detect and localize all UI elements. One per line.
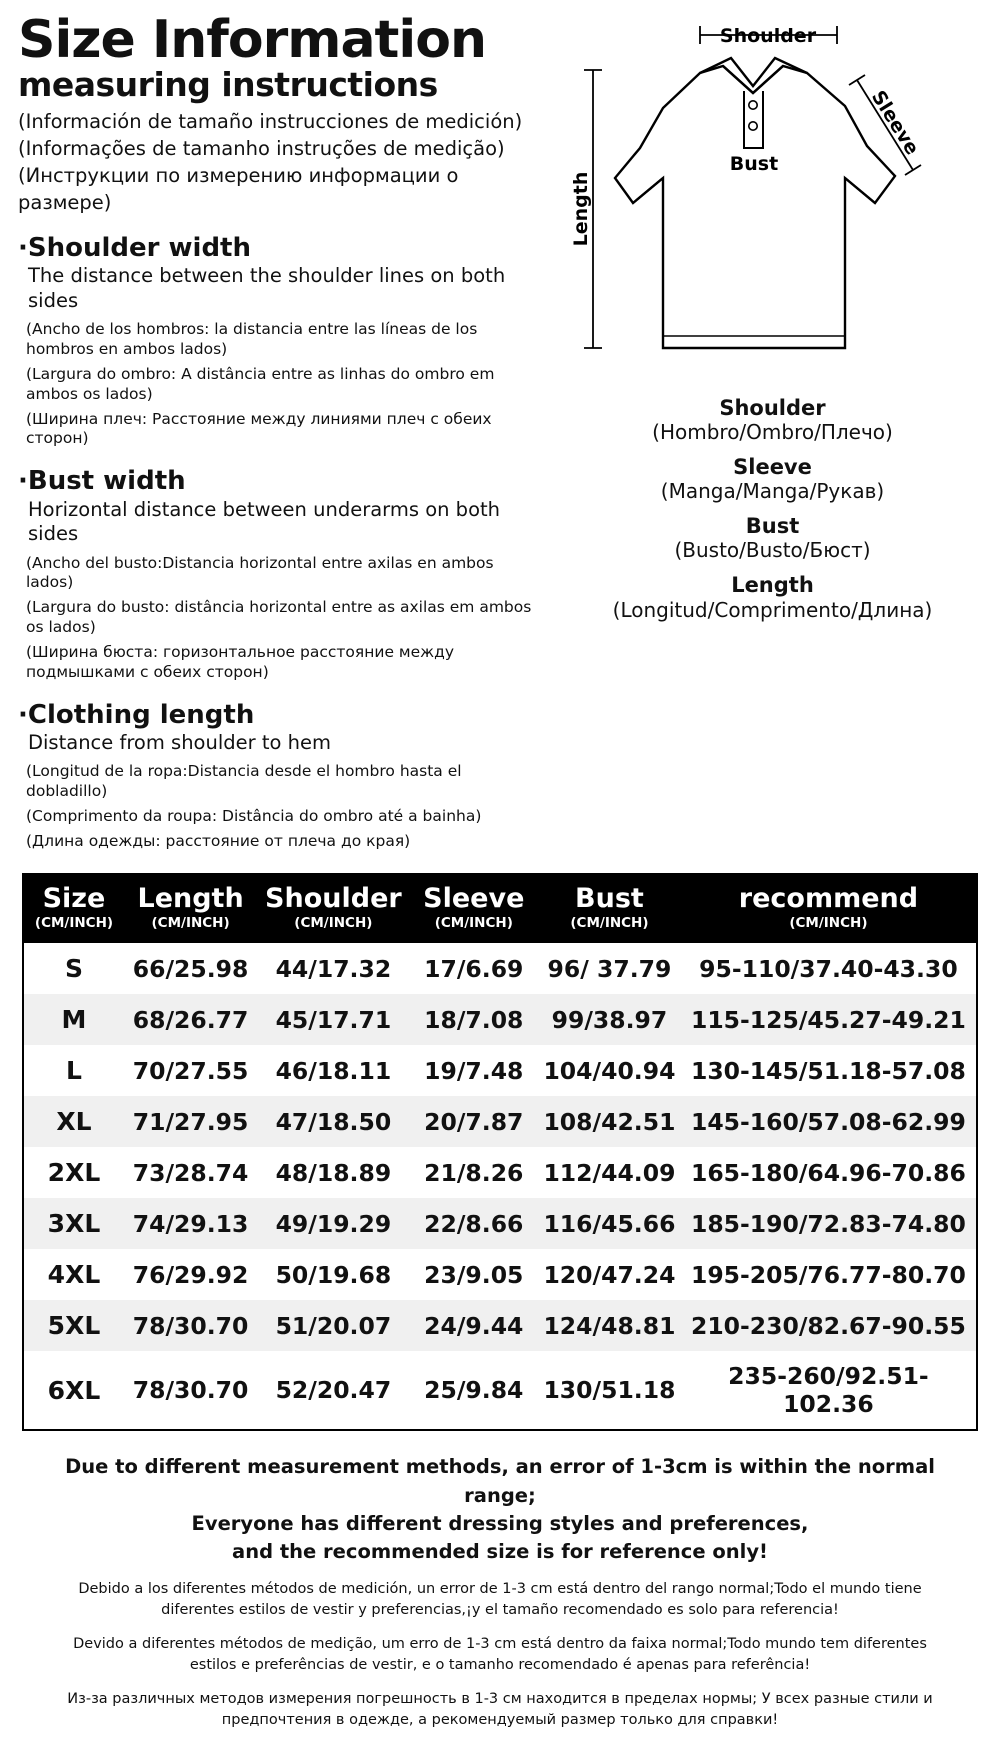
table-row (24, 1198, 976, 1249)
table-row (24, 1351, 976, 1429)
section-translation-pt: (Largura do busto: distância horizontal entre as axilas em ambos os lados) (26, 598, 532, 637)
cell-bust: 112/44.09 (538, 1147, 681, 1198)
cell-size: L (24, 1045, 124, 1096)
page-subtitle: measuring instructions (18, 65, 438, 104)
legend-label: Length (731, 573, 814, 598)
section-bust-width (18, 467, 545, 682)
legend-item-bust (545, 514, 1000, 562)
header-label: Bust (575, 882, 644, 914)
section-translation-es: (Ancho de los hombros: la distancia entre las líneas de los hombros en ambos lados) (26, 320, 478, 359)
cell-length: 78/30.70 (124, 1300, 257, 1351)
cell-size: XL (24, 1096, 124, 1147)
cell-length: 76/29.92 (124, 1249, 257, 1300)
size-table-wrapper (22, 873, 978, 1432)
footer-en-line-3: and the recommended size is for reference only! (232, 1540, 768, 1564)
cell-shoulder: 48/18.89 (257, 1147, 409, 1198)
table-row (24, 1096, 976, 1147)
table-header-bust (538, 875, 681, 944)
length-label: Length (570, 171, 592, 247)
cell-sleeve: 24/9.44 (410, 1300, 539, 1351)
header-label: Length (137, 882, 244, 914)
table-header-recommend (681, 875, 976, 944)
footer-translation-pt: Devido a diferentes métodos de medição, um erro de 1-3 cm está dentro da faixa normal;Todo mundo tem diferentes estilos e preferências de vestir, e o tamanho recomendado é apenas para referência! (73, 1636, 927, 1674)
cell-length: 70/27.55 (124, 1045, 257, 1096)
section-subtitle: Horizontal distance between underarms on both sides (28, 497, 500, 546)
section-heading: ·Shoulder width (18, 232, 251, 263)
header-unit: (CM/INCH) (789, 915, 868, 932)
cell-recommend: 130-145/51.18-57.08 (681, 1045, 976, 1096)
legend-label: Bust (745, 514, 800, 539)
cell-sleeve: 22/8.66 (410, 1198, 539, 1249)
section-heading: ·Bust width (18, 466, 186, 497)
section-translation-pt: (Comprimento da roupa: Distância do ombro até a bainha) (26, 807, 482, 826)
cell-recommend: 235-260/92.51-102.36 (681, 1351, 976, 1429)
cell-recommend: 115-125/45.27-49.21 (681, 994, 976, 1045)
sleeve-label: Sleeve (866, 86, 924, 159)
footer-notes (40, 1453, 960, 1731)
shirt-measurement-svg (545, 18, 1000, 388)
cell-shoulder: 44/17.32 (257, 943, 409, 994)
cell-size: M (24, 994, 124, 1045)
header-translation-ru: (Инструкции по измерению информации о размере) (18, 164, 459, 214)
footer-translation-es: Debido a los diferentes métodos de medición, un error de 1-3 cm está dentro del rango normal;Todo el mundo tiene diferentes estilos de vestir y preferencias,¡y el tamaño recomendado es solo para referencia! (78, 1581, 922, 1619)
instructions-column (0, 0, 545, 857)
cell-sleeve: 18/7.08 (410, 994, 539, 1045)
section-clothing-length (18, 701, 545, 852)
section-translation-es: (Ancho del busto:Distancia horizontal entre axilas en ambos lados) (26, 553, 494, 592)
cell-sleeve: 20/7.87 (410, 1096, 539, 1147)
table-row (24, 994, 976, 1045)
cell-bust: 120/47.24 (538, 1249, 681, 1300)
cell-recommend: 165-180/64.96-70.86 (681, 1147, 976, 1198)
legend-item-length (545, 573, 1000, 621)
size-table (24, 875, 976, 1430)
footer-en-line-1: Due to different measurement methods, an error of 1-3cm is within the normal range; (65, 1455, 935, 1507)
cell-length: 66/25.98 (124, 943, 257, 994)
legend-label: Shoulder (719, 396, 826, 420)
cell-length: 78/30.70 (124, 1351, 257, 1429)
cell-size: 6XL (24, 1351, 124, 1429)
table-header-shoulder (257, 875, 409, 944)
table-row (24, 1249, 976, 1300)
header-translation-es: (Información de tamaño instrucciones de medición) (18, 109, 523, 133)
table-row (24, 943, 976, 994)
page-title: Size Information (18, 10, 486, 70)
section-translation-pt: (Largura do ombro: A distância entre as linhas do ombro em ambos os lados) (26, 364, 495, 403)
cell-shoulder: 47/18.50 (257, 1096, 409, 1147)
table-row (24, 1147, 976, 1198)
cell-length: 73/28.74 (124, 1147, 257, 1198)
table-header-row (24, 875, 976, 944)
cell-bust: 99/38.97 (538, 994, 681, 1045)
table-row (24, 1300, 976, 1351)
legend-translation: (Longitud/Comprimento/Длина) (612, 597, 933, 622)
header-translation-pt: (Informações de tamanho instruções de medição) (18, 136, 505, 160)
cell-recommend: 185-190/72.83-74.80 (681, 1198, 976, 1249)
cell-shoulder: 46/18.11 (257, 1045, 409, 1096)
cell-bust: 96/ 37.79 (538, 943, 681, 994)
cell-size: 5XL (24, 1300, 124, 1351)
cell-shoulder: 45/17.71 (257, 994, 409, 1045)
cell-recommend: 195-205/76.77-80.70 (681, 1249, 976, 1300)
legend-label: Sleeve (733, 455, 812, 480)
table-header-length (124, 875, 257, 944)
cell-bust: 104/40.94 (538, 1045, 681, 1096)
section-translation-ru: (Длина одежды: расстояние от плеча до края) (26, 831, 411, 850)
table-header-size (24, 875, 124, 944)
size-table-frame (22, 873, 978, 1432)
footer-translation-ru: Из-за различных методов измерения погрешность в 1-3 см находится в пределах нормы; У всех разные стили и предпочтения в одежде, а рекомендуемый размер только для справки! (67, 1691, 933, 1729)
polo-shirt-diagram (545, 18, 1000, 388)
cell-length: 74/29.13 (124, 1198, 257, 1249)
legend-translation: (Manga/Manga/Рукав) (660, 479, 885, 504)
header-label: recommend (738, 882, 919, 914)
legend-list (545, 396, 1000, 622)
header-unit: (CM/INCH) (434, 915, 513, 932)
table-row (24, 1045, 976, 1096)
legend-item-shoulder (545, 396, 1000, 444)
diagram-column (545, 0, 1000, 857)
cell-recommend: 145-160/57.08-62.99 (681, 1096, 976, 1147)
cell-size: 2XL (24, 1147, 124, 1198)
section-translation-ru: (Ширина плеч: Расстояние между линиями плеч с обеих сторон) (26, 409, 492, 448)
cell-size: 4XL (24, 1249, 124, 1300)
cell-recommend: 95-110/37.40-43.30 (681, 943, 976, 994)
cell-bust: 130/51.18 (538, 1351, 681, 1429)
legend-item-sleeve (545, 455, 1000, 503)
bust-label: Bust (729, 153, 779, 175)
header-label: Shoulder (265, 882, 402, 914)
header-unit: (CM/INCH) (294, 915, 373, 932)
header-label: Size (42, 882, 106, 914)
section-shoulder-width (18, 234, 545, 449)
cell-bust: 124/48.81 (538, 1300, 681, 1351)
section-subtitle: The distance between the shoulder lines on both sides (28, 264, 506, 312)
table-header-sleeve (410, 875, 539, 944)
cell-length: 68/26.77 (124, 994, 257, 1045)
cell-shoulder: 51/20.07 (257, 1300, 409, 1351)
cell-sleeve: 25/9.84 (410, 1351, 539, 1429)
top-section (0, 0, 1000, 857)
cell-bust: 108/42.51 (538, 1096, 681, 1147)
cell-sleeve: 17/6.69 (410, 943, 539, 994)
cell-length: 71/27.95 (124, 1096, 257, 1147)
section-translation-ru: (Ширина бюста: горизонтальное расстояние между подмышками с обеих сторон) (26, 642, 454, 681)
header-unit: (CM/INCH) (34, 915, 114, 932)
cell-shoulder: 52/20.47 (257, 1351, 409, 1429)
cell-size: 3XL (24, 1198, 124, 1249)
legend-translation: (Busto/Busto/Бюст) (674, 538, 871, 563)
cell-sleeve: 21/8.26 (410, 1147, 539, 1198)
cell-sleeve: 19/7.48 (410, 1045, 539, 1096)
legend-translation: (Hombro/Ombro/Плечо) (652, 420, 893, 445)
section-translation-es: (Longitud de la ropa:Distancia desde el hombro hasta el dobladillo) (26, 762, 462, 801)
header-unit: (CM/INCH) (570, 915, 649, 932)
header-label: Sleeve (423, 882, 525, 914)
footer-en-line-2: Everyone has different dressing styles and preferences, (191, 1511, 809, 1535)
section-subtitle: Distance from shoulder to hem (28, 731, 331, 755)
cell-size: S (24, 943, 124, 994)
cell-sleeve: 23/9.05 (410, 1249, 539, 1300)
shoulder-label: Shoulder (719, 25, 817, 47)
cell-shoulder: 50/19.68 (257, 1249, 409, 1300)
header-unit: (CM/INCH) (151, 915, 230, 932)
cell-recommend: 210-230/82.67-90.55 (681, 1300, 976, 1351)
section-heading: ·Clothing length (18, 699, 255, 730)
cell-bust: 116/45.66 (538, 1198, 681, 1249)
cell-shoulder: 49/19.29 (257, 1198, 409, 1249)
